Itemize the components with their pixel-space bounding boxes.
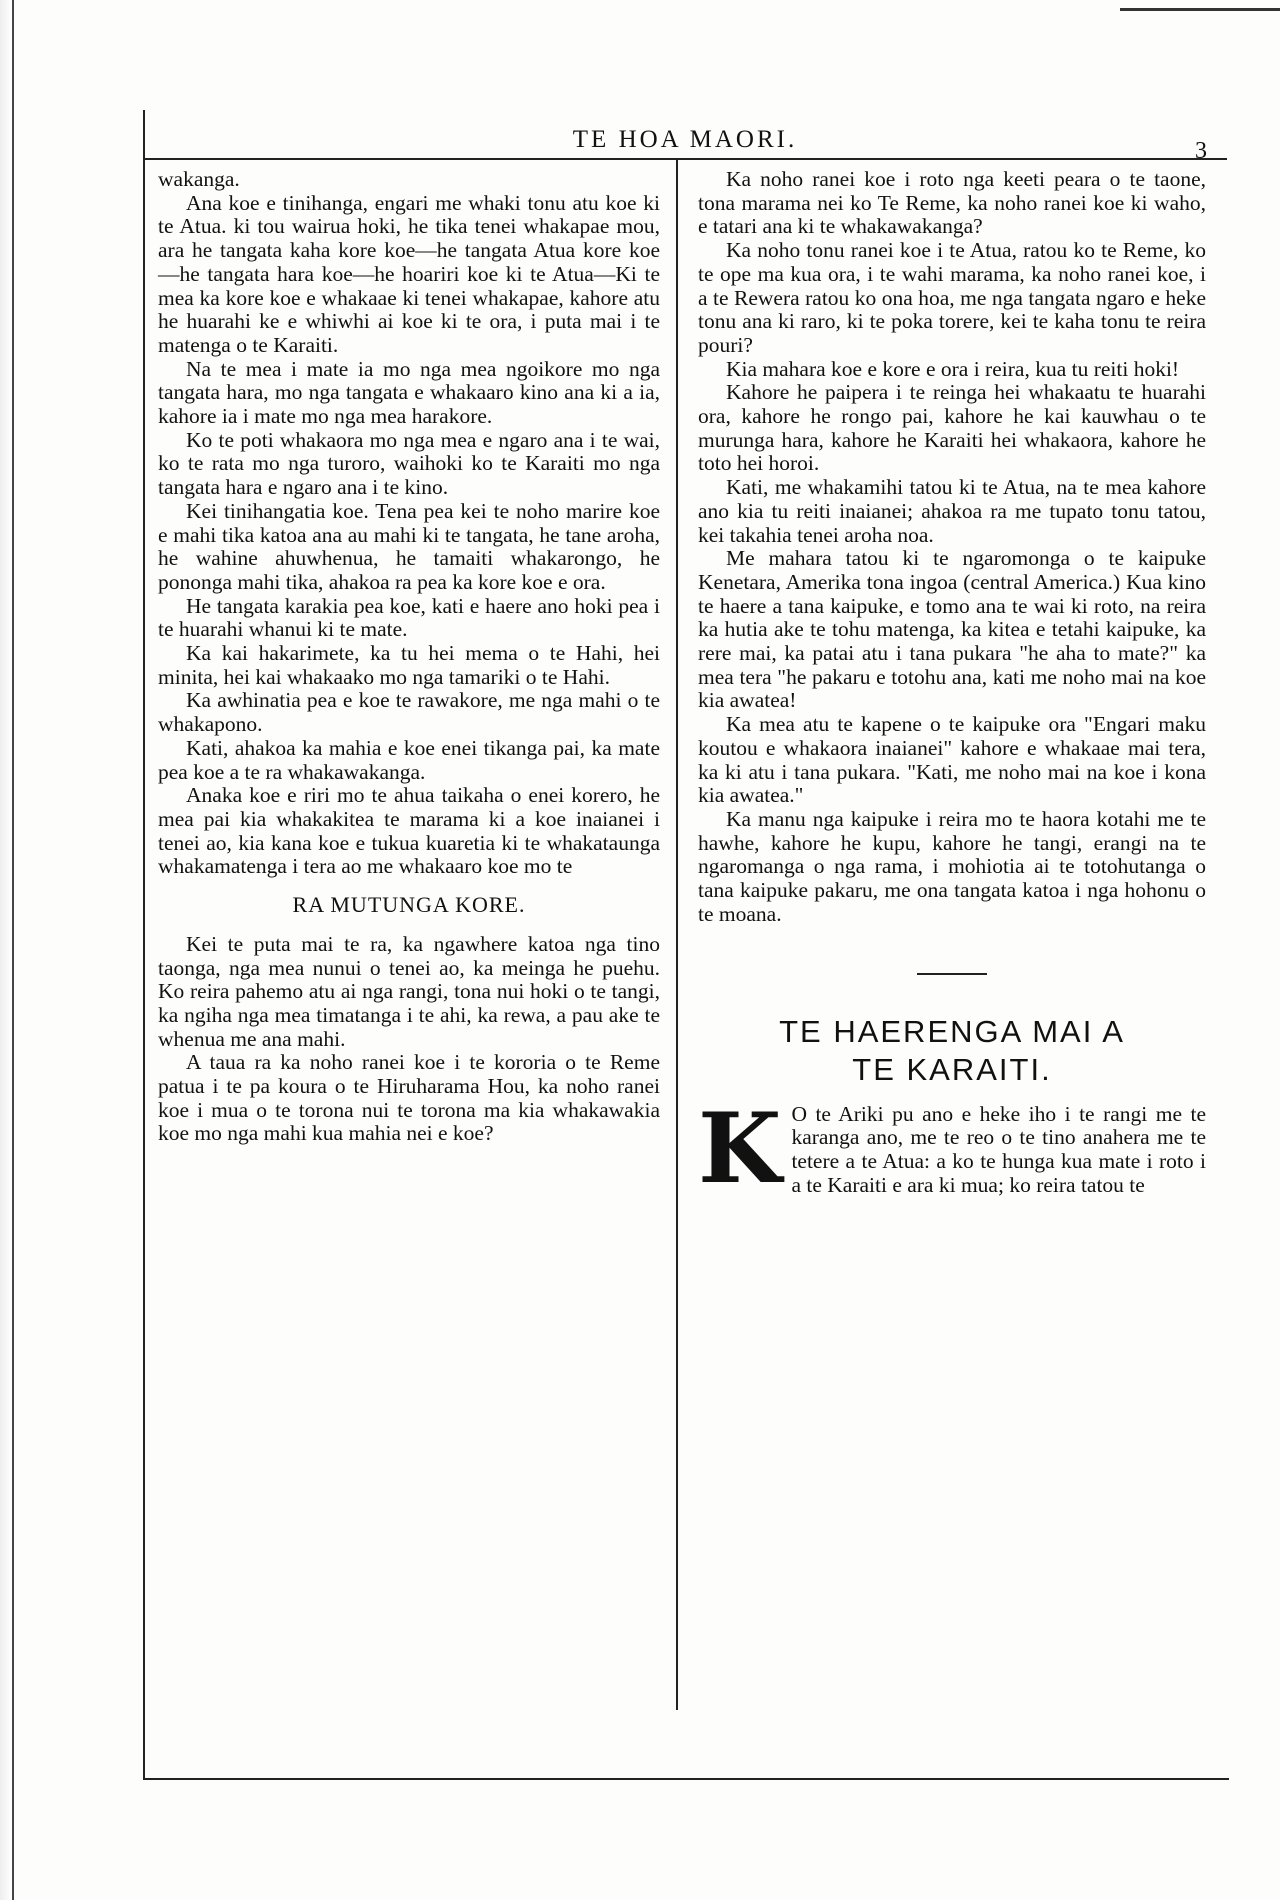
column-divider xyxy=(676,160,678,1710)
article-title-line: TE HAERENGA MAI A xyxy=(779,1013,1125,1049)
paragraph: Anaka koe e riri mo te ahua taikaha o enei korero, he mea pai kia whakakitea te marama ki a koe inaianei i tenei ao, kia kana koe e tukua kuaretia ki te whakataunga whakamatenga i tera ao me whakaaro koe mo te xyxy=(158,783,660,879)
paragraph: He tangata karakia pea koe, kati e haere ano hoki pea i te huarahi whanui ki te mate. xyxy=(158,593,660,642)
article-title xyxy=(698,1013,1206,1089)
paragraph: A taua ra ka noho ranei koe i te kororia o te Reme patua i te pa koura o te Hiruharama Hou, ka noho ranei koe i mua o te torona nui te torona ma kia whakawakia koe mo nga mahi kua mahia nei e koe? xyxy=(158,1050,660,1146)
drop-cap: K xyxy=(698,1091,782,1205)
article-text: O te Ariki pu ano e heke iho i te rangi me te karanga ano, me te reo o te tino anahera me te tetere a te Atua: a ko te hunga kua mate i roto i a te Karaiti e ara ki mua; ko reira tatou te xyxy=(791,1101,1206,1197)
paragraph: Ka manu nga kaipuke i reira mo te haora kotahi me te hawhe, kahore he kupu, kahore he tangi, erangi na te ngaromanga o nga rama, i mohiotia ai te totohutanga o tana kaipuke pakaru, me ona tangata katoa i nga hohonu o te moana. xyxy=(698,806,1206,926)
paragraph: Ko te poti whakaora mo nga mea e ngaro ana i te wai, ko te rata mo nga turoro, waihoki ko te Karaiti mo nga tangata hara e ngaro ana i te kino. xyxy=(158,427,660,500)
page-number: 3 xyxy=(1195,138,1207,164)
running-header xyxy=(143,118,1227,164)
paragraph: Kati, me whakamihi tatou ki te Atua, na te mea kahore ano kia tu reiti inaianei; ahakoa ra me tupato tonu tatou, kei takahia tenei aroha noa. xyxy=(698,475,1206,547)
article-opening xyxy=(698,1091,1206,1205)
paragraph: Kei tinihangatia koe. Tena pea kei te noho marire koe e mahi tika katoa ana au mahi ki te tangata, he tane aroha, he wahine ahuwhenua, he tamaiti whakarongo, he pononga mahi tika, ahakoa ra pea ka kore koe e ora. xyxy=(158,498,660,594)
paragraph: Ana koe e tinihanga, engari me whaki tonu atu koe ki te Atua. ki tou wairua hoki, he tika tenei whakapae mou, ara he tangata kaha kore koe—he tangata Atua kore koe—he tangata hara koe—he hoariri koe ki te Atua—Ki te mea ka kore koe e whakaae ki tenei whakapae, kahore atu he huarahi ke e whiwhi ai koe ki te ora, i puta mai i te matenga o te Karaiti. xyxy=(158,190,660,357)
paragraph: wakanga. xyxy=(158,167,240,191)
paragraph: Kei te puta mai te ra, ka ngawhere katoa nga tino taonga, nga mea nunui o tenei ao, ka meinga he puehu. Ko reira pahemo atu ai nga rangi, tona nui hoki o te tangi, ka ngiha nga mea timatanga i te ahi, ka rewa, a pau ake te whenua me ana mahi. xyxy=(158,931,660,1051)
paragraph: Kati, ahakoa ka mahia e koe enei tikanga pai, ka mate pea koe a te ra whakawakanga. xyxy=(158,735,660,784)
left-column xyxy=(158,168,660,1146)
paragraph: Ka noho ranei koe i roto nga keeti peara o te taone, tona marama nei ko Te Reme, ka noho ranei koe ki waho, e tatari ana ki te whakawakanga? xyxy=(698,167,1206,239)
paragraph: Ka awhinatia pea e koe te rawakore, me nga mahi o te whakapono. xyxy=(158,688,660,737)
paragraph: Kahore he paipera i te reinga hei whakaatu te huarahi ora, kahore he rongo pai, kahore he kai kauwhau o te murunga hara, kahore he Karaiti hei whakaora, kahore he toto hei horoi. xyxy=(698,380,1206,476)
publication-title: TE HOA MAORI. xyxy=(572,126,798,153)
paragraph: Na te mea i mate ia mo nga mea ngoikore mo nga tangata hara, mo nga tangata e whakaaro kino ana ki a ia, kahore ia i mate mo nga mea harakore. xyxy=(158,356,660,429)
page-binding-edge xyxy=(0,0,14,1900)
paragraph: Ka mea atu te kapene o te kaipuke ora "Engari maku koutou e whakaora inaianei" kahore e whakaae mai tera, ka ki atu i tana pukara. "Kati, me noho mai na koe i kona kia awatea." xyxy=(698,712,1206,808)
paragraph: Kia mahara koe e kore e ora i reira, kua tu reiti hoki! xyxy=(726,356,1180,381)
paragraph: Me mahara tatou ki te ngaromonga o te kaipuke Kenetara, Amerika tona ingoa (central America.) Kua kino te haere a tana kaipuke, e tomo ana te wai ki roto, na reira ka hutia ake te tohu matenga, ka kitea e tetahi kaipuke, ka rere mai, ka patai atu i tana pukara "he aha to mate?" ka mea tera "he pakaru e totohu ana, kati me noho mai na koe kia awatea! xyxy=(698,546,1206,713)
paragraph: Ka kai hakarimete, ka tu hei mema o te Hahi, hei minita, hei kai whakaako mo nga tamariki o te Hahi. xyxy=(158,641,660,689)
section-rule xyxy=(917,973,987,975)
article-title-line: TE KARAITI. xyxy=(852,1051,1052,1087)
section-subheading: RA MUTUNGA KORE. xyxy=(292,892,526,918)
paragraph: Ka noho tonu ranei koe i te Atua, ratou ko te Reme, ko te ope ma kua ora, i te wahi marama, ka noho ranei koe, i a te Rewera ratou ko ona hoa, me nga tangata ngaro e heke tonu ana ki raro, ki te poka torere, kei te kaha tonu te reira pouri? xyxy=(698,238,1206,357)
right-column xyxy=(698,167,1206,1205)
top-rule xyxy=(1120,8,1280,11)
